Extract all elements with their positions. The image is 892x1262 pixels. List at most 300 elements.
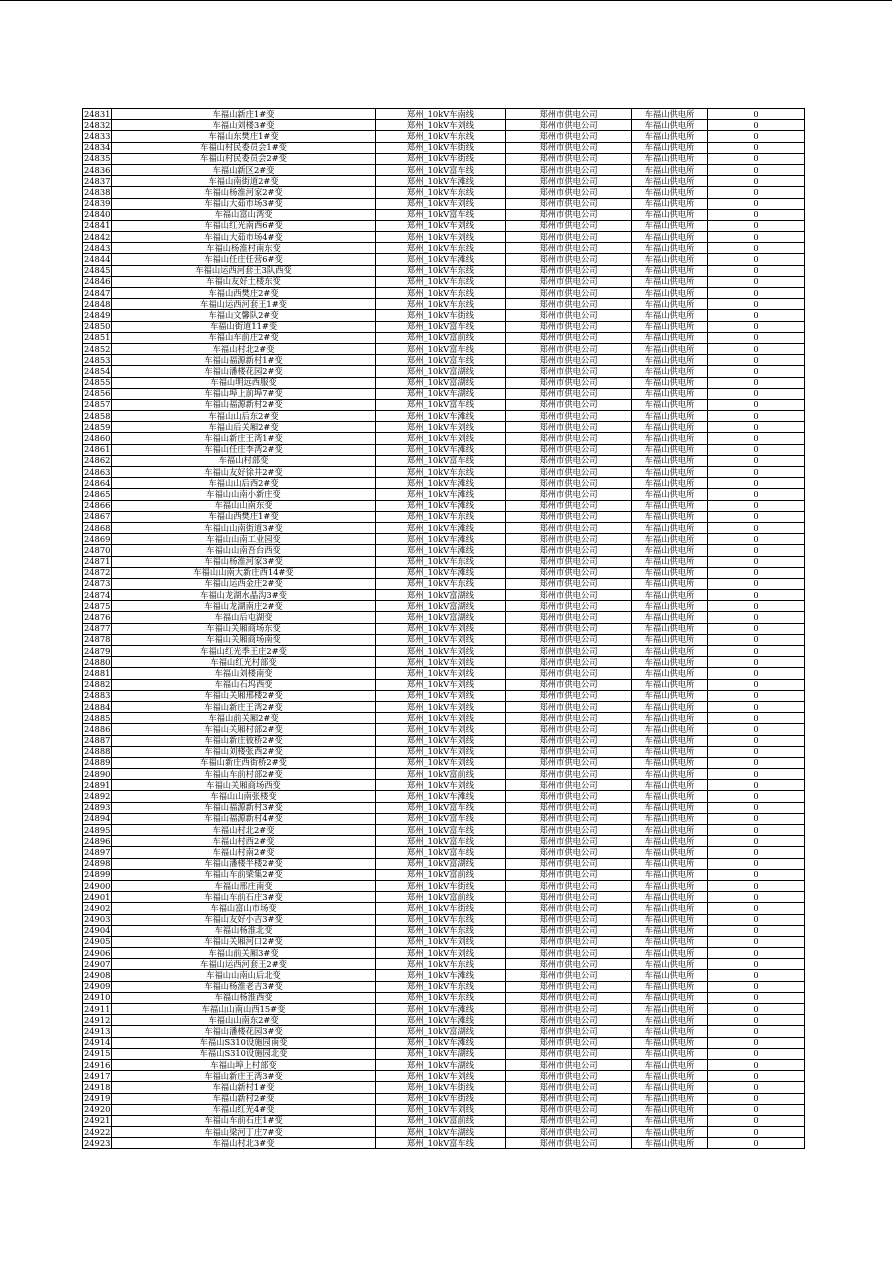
substation-table-wrapper <box>82 108 805 1149</box>
table-row <box>83 478 805 489</box>
transformer-name-cell: 车福山街道11#变 <box>112 321 376 332</box>
table-row <box>83 366 805 377</box>
supply-station-cell: 车福山供电所 <box>632 825 708 836</box>
company-cell: 郑州市供电公司 <box>506 153 632 164</box>
row-number-cell: 24865 <box>84 488 111 499</box>
table-row <box>83 265 805 276</box>
company-cell: 郑州市供电公司 <box>506 433 632 444</box>
transformer-name-cell: 车福山文馨队2#变 <box>112 310 376 321</box>
row-number-cell: 24847 <box>84 287 111 298</box>
company-cell: 郑州市供电公司 <box>506 355 632 366</box>
table-row <box>83 701 805 712</box>
transformer-name-cell: 车福山大茹市场3#变 <box>112 198 376 209</box>
supply-station-cell: 车福山供电所 <box>632 366 708 377</box>
transformer-name-cell: 车福山运西河套王1#变 <box>112 299 376 310</box>
transformer-name-cell: 车福山新庄王湾1#变 <box>112 433 376 444</box>
feeder-line-cell: 郑州_10kV车刘线 <box>376 690 506 701</box>
table-row <box>83 668 805 679</box>
table-row <box>83 791 805 802</box>
feeder-line-cell: 郑州_10kV车刘线 <box>376 422 506 433</box>
value-cell: 0 <box>708 948 805 959</box>
table-row <box>83 109 805 120</box>
feeder-line-cell: 郑州_10kV富前线 <box>376 869 506 880</box>
company-cell: 郑州市供电公司 <box>506 142 632 153</box>
table-row <box>83 1093 805 1104</box>
transformer-name-cell: 车福山山南小新庄变 <box>112 489 376 500</box>
table-row <box>83 131 805 142</box>
table-row <box>83 522 805 533</box>
table-row <box>83 802 805 813</box>
row-number-cell: 24886 <box>84 723 111 734</box>
table-row <box>83 556 805 567</box>
value-cell: 0 <box>708 1115 805 1126</box>
row-number-cell: 24844 <box>84 254 111 265</box>
table-row <box>83 646 805 657</box>
value-cell: 0 <box>708 836 805 847</box>
supply-station-cell: 车福山供电所 <box>632 556 708 567</box>
company-cell: 郑州市供电公司 <box>506 209 632 220</box>
transformer-name-cell: 车福山关厢村部2#变 <box>112 724 376 735</box>
value-cell: 0 <box>708 936 805 947</box>
row-number-cell: 24857 <box>84 399 111 410</box>
supply-station-cell: 车福山供电所 <box>632 981 708 992</box>
row-number-cell: 24842 <box>84 231 111 242</box>
transformer-name-cell: 车福山富山市场变 <box>112 903 376 914</box>
feeder-line-cell: 郑州_10kV车刘线 <box>376 657 506 668</box>
value-cell: 0 <box>708 701 805 712</box>
feeder-line-cell: 郑州_10kV富车线 <box>376 209 506 220</box>
table-row <box>83 623 805 634</box>
transformer-name-cell: 车福山福源新村2#变 <box>112 399 376 410</box>
transformer-name-cell: 车福山友好徐井2#变 <box>112 467 376 478</box>
supply-station-cell: 车福山供电所 <box>632 187 708 198</box>
company-cell: 郑州市供电公司 <box>506 511 632 522</box>
table-row <box>83 948 805 959</box>
feeder-line-cell: 郑州_10kV富前线 <box>376 332 506 343</box>
company-cell: 郑州市供电公司 <box>506 1082 632 1093</box>
transformer-name-cell: 车福山山南工业园变 <box>112 534 376 545</box>
supply-station-cell: 车福山供电所 <box>632 791 708 802</box>
table-row <box>83 847 805 858</box>
company-cell: 郑州市供电公司 <box>506 925 632 936</box>
company-cell: 郑州市供电公司 <box>506 892 632 903</box>
value-cell: 0 <box>708 478 805 489</box>
feeder-line-cell: 郑州_10kV车滩线 <box>376 567 506 578</box>
supply-station-cell: 车福山供电所 <box>632 970 708 981</box>
company-cell: 郑州市供电公司 <box>506 578 632 589</box>
value-cell: 0 <box>708 1104 805 1115</box>
transformer-name-cell: 车福山车前梁集2#变 <box>112 869 376 880</box>
table-row <box>83 724 805 735</box>
company-cell: 郑州市供电公司 <box>506 757 632 768</box>
value-cell: 0 <box>708 713 805 724</box>
supply-station-cell: 车福山供电所 <box>632 746 708 757</box>
transformer-name-cell: 车福山潘楼花园3#变 <box>112 1026 376 1037</box>
row-number-cell: 24881 <box>84 667 111 678</box>
table-row <box>83 377 805 388</box>
transformer-name-cell: 车福山刘楼3#变 <box>112 120 376 131</box>
row-number-cell: 24903 <box>84 914 111 925</box>
company-cell: 郑州市供电公司 <box>506 220 632 231</box>
row-number-cell: 24899 <box>84 869 111 880</box>
table-row <box>83 981 805 992</box>
row-number-cell: 24900 <box>84 880 111 891</box>
feeder-line-cell: 郑州_10kV车刘线 <box>376 634 506 645</box>
supply-station-cell: 车福山供电所 <box>632 343 708 354</box>
feeder-line-cell: 郑州_10kV车滩线 <box>376 500 506 511</box>
feeder-line-cell: 郑州_10kV车滩线 <box>376 444 506 455</box>
table-row <box>83 780 805 791</box>
transformer-name-cell: 车福山龙湖水晶沟3#变 <box>112 590 376 601</box>
supply-station-cell: 车福山供电所 <box>632 903 708 914</box>
supply-station-cell: 车福山供电所 <box>632 1015 708 1026</box>
supply-station-cell: 车福山供电所 <box>632 1093 708 1104</box>
substation-table <box>82 108 805 1149</box>
value-cell: 0 <box>708 455 805 466</box>
table-row <box>83 422 805 433</box>
feeder-line-cell: 郑州_10kV车滩线 <box>376 545 506 556</box>
row-number-cell: 24859 <box>84 421 111 432</box>
transformer-name-cell: 车福山新村2#变 <box>112 1093 376 1104</box>
table-row <box>83 299 805 310</box>
value-cell: 0 <box>708 1138 805 1149</box>
row-number-cell: 24869 <box>84 533 111 544</box>
feeder-line-cell: 郑州_10kV车东线 <box>376 578 506 589</box>
value-cell: 0 <box>708 265 805 276</box>
value-cell: 0 <box>708 332 805 343</box>
value-cell: 0 <box>708 1048 805 1059</box>
table-row <box>83 757 805 768</box>
row-number-cell: 24884 <box>84 701 111 712</box>
company-cell: 郑州市供电公司 <box>506 332 632 343</box>
row-number-cell: 24901 <box>84 891 111 902</box>
supply-station-cell: 车福山供电所 <box>632 1127 708 1138</box>
company-cell: 郑州市供电公司 <box>506 679 632 690</box>
feeder-line-cell: 郑州_10kV车街线 <box>376 1093 506 1104</box>
table-row <box>83 992 805 1003</box>
feeder-line-cell: 郑州_10kV车湖线 <box>376 1048 506 1059</box>
value-cell: 0 <box>708 355 805 366</box>
company-cell: 郑州市供电公司 <box>506 981 632 992</box>
supply-station-cell: 车福山供电所 <box>632 310 708 321</box>
company-cell: 郑州市供电公司 <box>506 388 632 399</box>
table-row <box>83 153 805 164</box>
transformer-name-cell: 车福山村部变 <box>112 455 376 466</box>
feeder-line-cell: 郑州_10kV车街线 <box>376 1082 506 1093</box>
table-row <box>83 880 805 891</box>
supply-station-cell: 车福山供电所 <box>632 1138 708 1149</box>
feeder-line-cell: 郑州_10kV车东线 <box>376 981 506 992</box>
supply-station-cell: 车福山供电所 <box>632 467 708 478</box>
row-number-cell: 24885 <box>84 712 111 723</box>
transformer-name-cell: 车福山村民委员会1#变 <box>112 142 376 153</box>
row-number-cell: 24853 <box>84 354 111 365</box>
company-cell: 郑州市供电公司 <box>506 657 632 668</box>
row-number-cell: 24895 <box>84 824 111 835</box>
table-row <box>83 142 805 153</box>
row-number-cell: 24837 <box>84 175 111 186</box>
company-cell: 郑州市供电公司 <box>506 120 632 131</box>
row-number-cell: 24872 <box>84 567 111 578</box>
feeder-line-cell: 郑州_10kV车东线 <box>376 914 506 925</box>
feeder-line-cell: 郑州_10kV车刘线 <box>376 746 506 757</box>
transformer-name-cell: 车福山埠上前埠7#变 <box>112 388 376 399</box>
supply-station-cell: 车福山供电所 <box>632 388 708 399</box>
table-row <box>83 1037 805 1048</box>
row-number-cell: 24877 <box>84 623 111 634</box>
supply-station-cell: 车福山供电所 <box>632 1004 708 1015</box>
company-cell: 郑州市供电公司 <box>506 959 632 970</box>
value-cell: 0 <box>708 847 805 858</box>
supply-station-cell: 车福山供电所 <box>632 1037 708 1048</box>
feeder-line-cell: 郑州_10kV车街线 <box>376 880 506 891</box>
supply-station-cell: 车福山供电所 <box>632 522 708 533</box>
feeder-line-cell: 郑州_10kV车湖线 <box>376 1127 506 1138</box>
supply-station-cell: 车福山供电所 <box>632 590 708 601</box>
feeder-line-cell: 郑州_10kV车湖线 <box>376 388 506 399</box>
row-number-cell: 24911 <box>84 1003 111 1014</box>
table-row <box>83 858 805 869</box>
feeder-line-cell: 郑州_10kV车滩线 <box>376 1015 506 1026</box>
transformer-name-cell: 车福山杨淮河家2#变 <box>112 187 376 198</box>
transformer-name-cell: 车福山富山湾变 <box>112 209 376 220</box>
value-cell: 0 <box>708 646 805 657</box>
table-row <box>83 388 805 399</box>
row-number-cell: 24843 <box>84 242 111 253</box>
feeder-line-cell: 郑州_10kV车刘线 <box>376 948 506 959</box>
row-number-cell: 24883 <box>84 690 111 701</box>
value-cell: 0 <box>708 288 805 299</box>
company-cell: 郑州市供电公司 <box>506 1026 632 1037</box>
table-row <box>83 343 805 354</box>
company-cell: 郑州市供电公司 <box>506 623 632 634</box>
value-cell: 0 <box>708 556 805 567</box>
feeder-line-cell: 郑州_10kV车湖线 <box>376 1059 506 1070</box>
feeder-line-cell: 郑州_10kV车刘线 <box>376 220 506 231</box>
supply-station-cell: 车福山供电所 <box>632 120 708 131</box>
supply-station-cell: 车福山供电所 <box>632 769 708 780</box>
company-cell: 郑州市供电公司 <box>506 1037 632 1048</box>
feeder-line-cell: 郑州_10kV车刘线 <box>376 757 506 768</box>
table-row <box>83 825 805 836</box>
value-cell: 0 <box>708 892 805 903</box>
transformer-name-cell: 车福山埠上村部变 <box>112 1059 376 1070</box>
feeder-line-cell: 郑州_10kV车东线 <box>376 243 506 254</box>
row-number-cell: 24855 <box>84 377 111 388</box>
feeder-line-cell: 郑州_10kV富车线 <box>376 802 506 813</box>
company-cell: 郑州市供电公司 <box>506 131 632 142</box>
value-cell: 0 <box>708 735 805 746</box>
table-row <box>83 959 805 970</box>
company-cell: 郑州市供电公司 <box>506 914 632 925</box>
value-cell: 0 <box>708 131 805 142</box>
company-cell: 郑州市供电公司 <box>506 970 632 981</box>
supply-station-cell: 车福山供电所 <box>632 254 708 265</box>
value-cell: 0 <box>708 623 805 634</box>
transformer-name-cell: 车福山杨淮北变 <box>112 925 376 936</box>
feeder-line-cell: 郑州_10kV车滩线 <box>376 176 506 187</box>
transformer-name-cell: 车福山关厢商场西变 <box>112 780 376 791</box>
supply-station-cell: 车福山供电所 <box>632 948 708 959</box>
supply-station-cell: 车福山供电所 <box>632 288 708 299</box>
feeder-line-cell: 郑州_10kV车刘线 <box>376 713 506 724</box>
feeder-line-cell: 郑州_10kV富湖线 <box>376 590 506 601</box>
supply-station-cell: 车福山供电所 <box>632 1071 708 1082</box>
supply-station-cell: 车福山供电所 <box>632 1026 708 1037</box>
feeder-line-cell: 郑州_10kV富车线 <box>376 836 506 847</box>
company-cell: 郑州市供电公司 <box>506 769 632 780</box>
table-row <box>83 220 805 231</box>
table-row <box>83 925 805 936</box>
table-row <box>83 746 805 757</box>
row-number-cell: 24914 <box>84 1037 111 1048</box>
feeder-line-cell: 郑州_10kV车东线 <box>376 265 506 276</box>
supply-station-cell: 车福山供电所 <box>632 198 708 209</box>
company-cell: 郑州市供电公司 <box>506 825 632 836</box>
row-number-cell: 24840 <box>84 209 111 220</box>
transformer-name-cell: 车福山后屯湖变 <box>112 612 376 623</box>
row-number-cell: 24874 <box>84 589 111 600</box>
value-cell: 0 <box>708 176 805 187</box>
feeder-line-cell: 郑州_10kV富湖线 <box>376 858 506 869</box>
supply-station-cell: 车福山供电所 <box>632 534 708 545</box>
row-number-cell: 24866 <box>84 500 111 511</box>
company-cell: 郑州市供电公司 <box>506 746 632 757</box>
supply-station-cell: 车福山供电所 <box>632 578 708 589</box>
supply-station-cell: 车福山供电所 <box>632 601 708 612</box>
row-number-cell: 24876 <box>84 612 111 623</box>
table-row <box>83 467 805 478</box>
transformer-name-cell: 车福山友好土楼东变 <box>112 276 376 287</box>
transformer-name-cell: 车福山西樊庄1#变 <box>112 511 376 522</box>
value-cell: 0 <box>708 220 805 231</box>
feeder-line-cell: 郑州_10kV车东线 <box>376 959 506 970</box>
value-cell: 0 <box>708 1093 805 1104</box>
company-cell: 郑州市供电公司 <box>506 467 632 478</box>
supply-station-cell: 车福山供电所 <box>632 455 708 466</box>
row-number-cell: 24921 <box>84 1115 111 1126</box>
row-number-cell: 24850 <box>84 321 111 332</box>
supply-station-cell: 车福山供电所 <box>632 109 708 120</box>
company-cell: 郑州市供电公司 <box>506 500 632 511</box>
transformer-name-cell: 车福山新庄王湾2#变 <box>112 701 376 712</box>
row-number-cell: 24849 <box>84 309 111 320</box>
company-cell: 郑州市供电公司 <box>506 780 632 791</box>
table-row <box>83 254 805 265</box>
value-cell: 0 <box>708 422 805 433</box>
company-cell: 郑州市供电公司 <box>506 377 632 388</box>
company-cell: 郑州市供电公司 <box>506 556 632 567</box>
value-cell: 0 <box>708 925 805 936</box>
table-row <box>83 444 805 455</box>
supply-station-cell: 车福山供电所 <box>632 377 708 388</box>
table-row <box>83 612 805 623</box>
row-number-cell: 24831 <box>84 108 111 119</box>
table-row <box>83 869 805 880</box>
feeder-line-cell: 郑州_10kV富湖线 <box>376 612 506 623</box>
transformer-name-cell: 车福山杨淮西变 <box>112 992 376 1003</box>
value-cell: 0 <box>708 500 805 511</box>
supply-station-cell: 车福山供电所 <box>632 500 708 511</box>
value-cell: 0 <box>708 880 805 891</box>
value-cell: 0 <box>708 1015 805 1026</box>
row-number-cell: 24908 <box>84 970 111 981</box>
supply-station-cell: 车福山供电所 <box>632 176 708 187</box>
value-cell: 0 <box>708 209 805 220</box>
value-cell: 0 <box>708 657 805 668</box>
company-cell: 郑州市供电公司 <box>506 992 632 1003</box>
row-number-cell: 24893 <box>84 802 111 813</box>
transformer-name-cell: 车福山关厢商场东变 <box>112 623 376 634</box>
table-row <box>83 1104 805 1115</box>
row-number-cell: 24917 <box>84 1070 111 1081</box>
feeder-line-cell: 郑州_10kV富湖线 <box>376 1026 506 1037</box>
value-cell: 0 <box>708 791 805 802</box>
supply-station-cell: 车福山供电所 <box>632 612 708 623</box>
table-row <box>83 511 805 522</box>
supply-station-cell: 车福山供电所 <box>632 142 708 153</box>
table-row <box>83 120 805 131</box>
row-number-cell: 24896 <box>84 835 111 846</box>
row-number-cell: 24851 <box>84 332 111 343</box>
value-cell: 0 <box>708 1026 805 1037</box>
value-cell: 0 <box>708 724 805 735</box>
supply-station-cell: 车福山供电所 <box>632 757 708 768</box>
transformer-name-cell: 车福山山南吾台西变 <box>112 545 376 556</box>
table-row <box>83 970 805 981</box>
transformer-name-cell: 车福山杨淮河家3#变 <box>112 556 376 567</box>
value-cell: 0 <box>708 1071 805 1082</box>
feeder-line-cell: 郑州_10kV富车线 <box>376 355 506 366</box>
row-number-cell: 24845 <box>84 265 111 276</box>
supply-station-cell: 车福山供电所 <box>632 959 708 970</box>
table-row <box>83 1127 805 1138</box>
supply-station-cell: 车福山供电所 <box>632 646 708 657</box>
supply-station-cell: 车福山供电所 <box>632 914 708 925</box>
company-cell: 郑州市供电公司 <box>506 455 632 466</box>
feeder-line-cell: 郑州_10kV富车线 <box>376 164 506 175</box>
company-cell: 郑州市供电公司 <box>506 1093 632 1104</box>
value-cell: 0 <box>708 534 805 545</box>
transformer-name-cell: 车福山潘楼半楼2#变 <box>112 858 376 869</box>
table-row <box>83 903 805 914</box>
feeder-line-cell: 郑州_10kV车刘线 <box>376 936 506 947</box>
company-cell: 郑州市供电公司 <box>506 478 632 489</box>
feeder-line-cell: 郑州_10kV车刘线 <box>376 724 506 735</box>
transformer-name-cell: 车福山运西金庄2#变 <box>112 578 376 589</box>
value-cell: 0 <box>708 903 805 914</box>
feeder-line-cell: 郑州_10kV车滩线 <box>376 1004 506 1015</box>
transformer-name-cell: 车福山山南街道3#变 <box>112 522 376 533</box>
value-cell: 0 <box>708 825 805 836</box>
supply-station-cell: 车福山供电所 <box>632 299 708 310</box>
row-number-cell: 24918 <box>84 1081 111 1092</box>
transformer-name-cell: 车福山村民委员会2#变 <box>112 153 376 164</box>
feeder-line-cell: 郑州_10kV车东线 <box>376 276 506 287</box>
table-row <box>83 288 805 299</box>
page-top-rule <box>0 0 892 1</box>
table-row <box>83 1082 805 1093</box>
feeder-line-cell: 郑州_10kV车东线 <box>376 992 506 1003</box>
supply-station-cell: 车福山供电所 <box>632 668 708 679</box>
row-number-cell: 24838 <box>84 186 111 197</box>
value-cell: 0 <box>708 601 805 612</box>
company-cell: 郑州市供电公司 <box>506 858 632 869</box>
feeder-line-cell: 郑州_10kV车滩线 <box>376 411 506 422</box>
supply-station-cell: 车福山供电所 <box>632 936 708 947</box>
row-number-cell: 24854 <box>84 365 111 376</box>
value-cell: 0 <box>708 612 805 623</box>
